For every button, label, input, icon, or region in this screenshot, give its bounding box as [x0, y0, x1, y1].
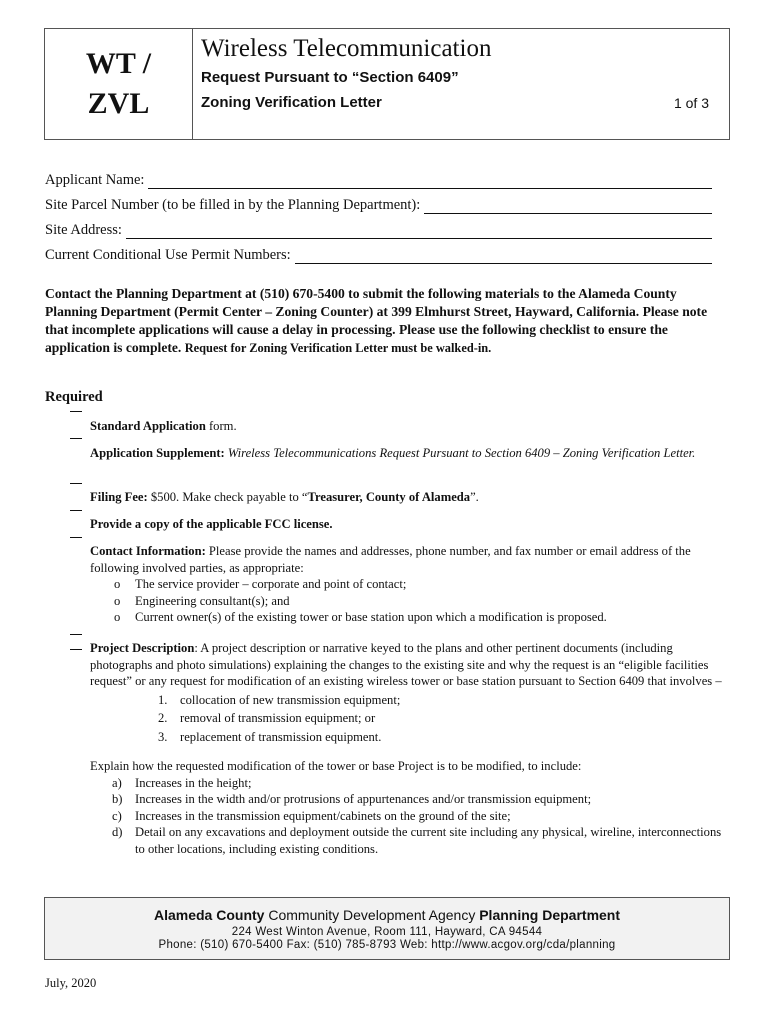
lettered-item-b: Increases in the width and/or protrusions of appurtenances and/or transmission equipment; [135, 792, 592, 806]
footer-agency: Community Development Agency [264, 907, 480, 923]
applicant-name-field[interactable] [45, 172, 712, 189]
permit-numbers-label: Current Conditional Use Permit Numbers: [45, 247, 291, 263]
footer-department: Planning Department [479, 907, 621, 923]
revision-date: July, 2020 [45, 976, 97, 990]
instructions-main: Contact the Planning Department at (510) 670-5400 to submit the following materials to the Alameda County Planning Department (Permit Center – Zoning Counter) at 399 Elmhurst Street, Hayward, California. Please note that incomplete applications will cause a delay in processing. Please use the following checklist to ensure the application is complete. [45, 286, 708, 355]
number-marker: 3. [158, 729, 168, 744]
form-code [45, 29, 193, 139]
numbered-item-2: removal of transmission equipment; or [180, 711, 376, 725]
form-subtitle: Request Pursuant to “Section 6409” [201, 69, 459, 86]
filing-fee-text: $500. Make check payable to “ [147, 490, 308, 504]
bullet-marker: o [114, 610, 121, 624]
item-standard-application [90, 418, 725, 435]
applicant-name-label: Applicant Name: [45, 172, 145, 188]
list-item [90, 576, 725, 593]
checkbox-application-supplement[interactable] [70, 438, 82, 439]
bullet-marker: o [114, 593, 121, 608]
project-lettered-list [90, 775, 725, 858]
checkbox-fcc-license[interactable] [70, 510, 82, 511]
item-fcc-license [90, 516, 725, 533]
footer-contact: Phone: (510) 670-5400 Fax: (510) 785-8793 Web: http://www.acgov.org/cda/planning [158, 939, 616, 951]
number-marker: 1. [158, 692, 168, 707]
instructions-paragraph [45, 285, 720, 357]
list-item [90, 791, 725, 808]
site-address-field[interactable] [45, 222, 712, 239]
letter-marker: b) [112, 792, 123, 806]
checkbox-filing-fee[interactable] [70, 483, 82, 484]
parcel-number-label: Site Parcel Number (to be filled in by the Planning Department): [45, 197, 421, 213]
list-item [90, 824, 725, 857]
item-project-description [90, 640, 725, 857]
applicant-name-line[interactable] [148, 173, 712, 189]
contact-footer [44, 897, 730, 960]
list-item [90, 729, 725, 746]
checkbox-contact-information[interactable] [70, 537, 82, 538]
permit-numbers-line[interactable] [295, 248, 712, 264]
form-title: Wireless Telecommunication [201, 35, 492, 62]
project-description-text: : A project description or narrative keyed to the plans and other pertinent documents (including photographs and photo simulations) explaining the changes to the existing site and why the request is an “eligible facilities request” or any request for modification of an existing wireless tower or base station pursuant to Section 6409 that involves – [90, 641, 722, 688]
standard-application-label: Standard Application [90, 419, 206, 433]
form-subtitle-2: Zoning Verification Letter [201, 94, 382, 111]
site-address-label: Site Address: [45, 222, 122, 238]
list-item [90, 692, 725, 709]
letter-marker: a) [112, 775, 122, 790]
letter-marker: c) [112, 808, 122, 823]
filing-fee-label: Filing Fee: [90, 490, 148, 504]
numbered-item-1: collocation of new transmission equipment; [180, 692, 401, 707]
list-item [90, 775, 725, 792]
item-application-supplement [90, 445, 725, 462]
item-filing-fee [90, 489, 725, 506]
form-header [44, 28, 730, 140]
standard-application-text: form. [205, 419, 237, 433]
list-item [90, 808, 725, 825]
instructions-walk-in: Request for Zoning Verification Letter must be walked-in. [184, 341, 492, 355]
contact-bullet-3: Current owner(s) of the existing tower or base station upon which a modification is proposed. [135, 610, 607, 624]
lettered-item-d: Detail on any excavations and deployment outside the current site including any physical, wireline, interconnections to other locations, including existing conditions. [135, 825, 722, 856]
list-item [90, 609, 725, 626]
supplement-text: Wireless Telecommunications Request Pursuant to Section 6409 – Zoning Verification Letter. [224, 446, 696, 460]
checkbox-project-description-b[interactable] [70, 649, 82, 650]
footer-address: 224 West Winton Avenue, Room 111, Hayward, CA 94544 [231, 926, 543, 938]
parcel-number-field[interactable] [45, 197, 712, 214]
numbered-item-3: replacement of transmission equipment. [180, 729, 382, 744]
item-contact-information [90, 543, 725, 626]
form-code-line2: ZVL [87, 87, 150, 120]
page-number: 1 of 3 [673, 95, 709, 111]
footer-org-line [45, 907, 729, 923]
lettered-item-a: Increases in the height; [135, 775, 252, 790]
contact-text: Please provide the names and addresses, phone number, and fax number or email address of the following involved parties, as appropriate: [90, 544, 691, 575]
lettered-item-c: Increases in the transmission equipment/cabinets on the ground of the site; [135, 808, 511, 823]
project-description-label: Project Description [90, 641, 195, 655]
bullet-marker: o [114, 577, 121, 591]
header-titles [193, 29, 729, 139]
parcel-number-line[interactable] [424, 198, 712, 214]
fcc-license-text: Provide a copy of the applicable FCC license. [90, 517, 333, 531]
contact-label: Contact Information: [90, 544, 206, 558]
list-item [90, 593, 725, 610]
filing-fee-payee: Treasurer, County of Alameda [307, 490, 471, 504]
contact-bullet-list [90, 576, 725, 626]
supplement-label: Application Supplement: [90, 446, 225, 460]
number-marker: 2. [158, 711, 168, 725]
checkbox-standard-application[interactable] [70, 411, 82, 412]
explain-text: Explain how the requested modification of the tower or base Project is to be modified, to include: [90, 759, 582, 773]
required-heading: Required [45, 389, 103, 405]
filing-fee-end: ”. [470, 490, 479, 504]
contact-bullet-1: The service provider – corporate and point of contact; [135, 577, 407, 591]
list-item [90, 710, 725, 727]
checkbox-project-description-a[interactable] [70, 634, 82, 635]
site-address-line[interactable] [126, 223, 712, 239]
contact-bullet-2: Engineering consultant(s); and [135, 593, 290, 608]
form-code-line1: WT / [85, 47, 152, 80]
letter-marker: d) [112, 825, 123, 839]
footer-county: Alameda County [153, 907, 265, 923]
project-numbered-list [90, 692, 725, 746]
permit-numbers-field[interactable] [45, 247, 712, 264]
